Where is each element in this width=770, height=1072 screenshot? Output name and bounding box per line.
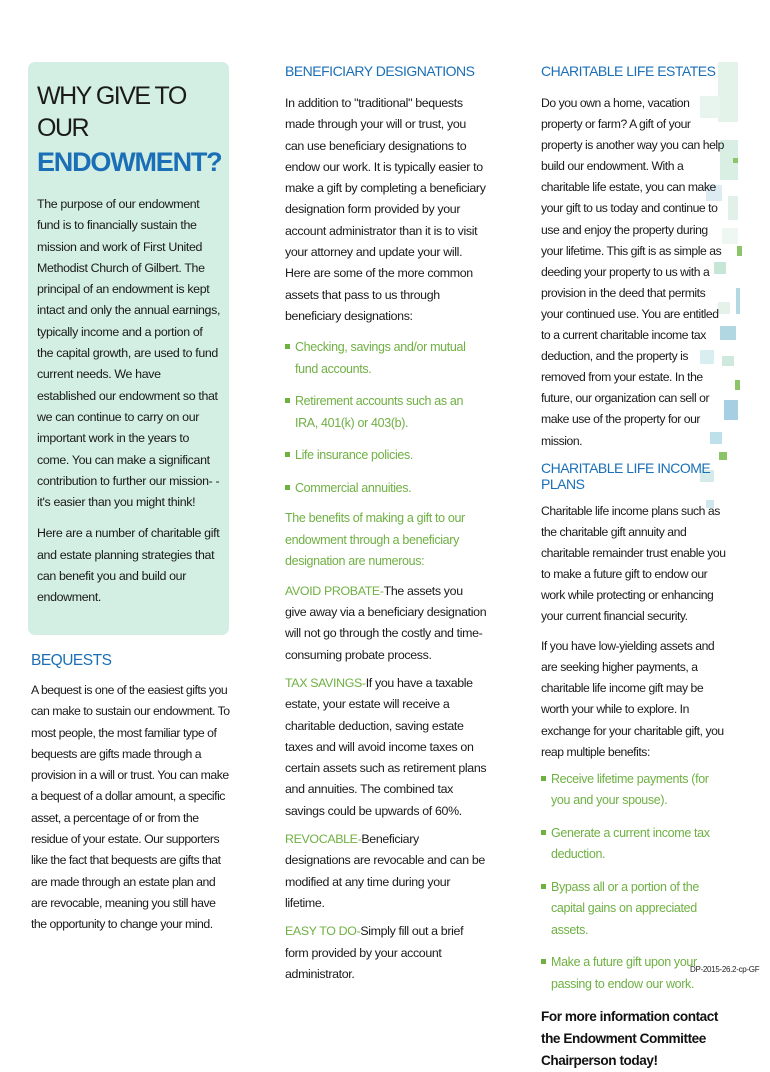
list-item: Receive lifetime payments (for you and your spouse).: [541, 769, 727, 812]
list-item: Commercial annuities.: [285, 478, 487, 500]
beneficiary-intro: In addition to "traditional" bequests made through your will or trust, you can use beneficiary designations to endow our work. It is typically easier to make a gift by completing a beneficiary designation form provided by your account administrator than it is to visit your attorney and update your will. Here are some of the more common assets that pass to us through beneficiary designations:: [285, 96, 486, 323]
beneficiary-section: [285, 63, 487, 992]
document-code: DP-2015-26.2-cp-GF: [690, 965, 760, 974]
charitable-life-income-paragraph: Charitable life income plans such as the charitable gift annuity and charitable remainder trust enable you to make a future gift to endow our work while protecting or enhancing your current financial security.: [541, 503, 726, 624]
charitable-life-estates-paragraph: Do you own a home, vacation property or farm? A gift of your property is another way you can help build our endowment. With a charitable life estate, you can make your gift to us today and continue to use and enjoy the property during your lifetime. This gift is as simple as deeding your property to us with a provision in the deed that permits your continued use. You are entitled to a current charitable income tax deduction, and the property is removed from your estate. In the future, our organization can sell or make use of the property for our mission.: [541, 96, 724, 448]
benefit-easy-to-do: EASY TO DO-Simply fill out a brief form provided by your account administrator.: [285, 924, 464, 981]
list-item: Bypass all or a portion of the capital gains on appreciated assets.: [541, 877, 727, 942]
list-item: Life insurance policies.: [285, 445, 487, 467]
beneficiary-title: BENEFICIARY DESIGNATIONS: [285, 63, 475, 79]
low-yielding-paragraph: If you have low-yielding assets and are seeking higher payments, a charitable life income gift may be worth your while to explore. In exchange for your charitable gift, you reap multiple benefits:: [541, 639, 724, 759]
list-item: Retirement accounts such as an IRA, 401(k) or 403(b).: [285, 391, 487, 434]
bequests-paragraph: A bequest is one of the easiest gifts you can make to sustain our endowment. To most people, the most familiar type of bequests are gifts made through a provision in a will or trust. You can make a bequest of a dollar amount, a specific asset, a percentage of or from the residue of your estate. Our supporters like the fact that bequests are gifts that are made through an estate plan and are revocable, meaning you still have the opportunity to change your mind.: [31, 683, 230, 932]
strategies-paragraph: Here are a number of charitable gift and estate planning strategies that can benefit you and build our endowment.: [37, 526, 220, 605]
benefits-intro: The benefits of making a gift to our endowment through a beneficiary designation are numerous:: [285, 511, 465, 569]
assets-list: [285, 337, 487, 499]
right-column: [541, 63, 727, 1072]
charitable-life-estates-title: CHARITABLE LIFE ESTATES: [541, 63, 716, 79]
bequests-title: BEQUESTS: [31, 652, 112, 669]
why-give-title: WHY GIVE TO OUR: [37, 82, 186, 142]
list-item: Checking, savings and/or mutual fund accounts.: [285, 337, 487, 380]
list-item: Make a future gift upon your passing to endow our work.: [541, 952, 727, 995]
contact-statement: For more information contact the Endowment Committee Chairperson today!: [541, 1009, 718, 1069]
list-item: Generate a current income tax deduction.: [541, 823, 727, 866]
endowment-title: ENDOWMENT?: [37, 147, 222, 177]
why-give-box: [28, 62, 229, 635]
benefit-avoid-probate: AVOID PROBATE-The assets you give away via a beneficiary designation will not go through the costly and time-consuming probate process.: [285, 583, 487, 662]
benefit-tax-savings: TAX SAVINGS-If you have a taxable estate, your estate will receive a charitable deduction, saving estate taxes and will avoid income taxes on certain assets such as retirement plans and annuities. The combined tax savings could be upwards of 60%.: [285, 675, 487, 818]
charitable-life-income-title: CHARITABLE LIFE INCOME PLANS: [541, 459, 711, 492]
benefit-revocable: REVOCABLE-Beneficiary designations are revocable and can be modified at any time during your lifetime.: [285, 832, 485, 910]
life-income-benefits-list: [541, 769, 727, 996]
why-give-paragraph: The purpose of our endowment fund is to financially sustain the mission and work of First United Methodist Church of Gilbert. The principal of an endowment is kept intact and only the annual earnings, typically income and a portion of the capital growth, are used to fund current needs. We have established our endowment so that we can continue to carry on our important work in the years to come. You can make a significant contribution to further our mission- - it's easier than you might think!: [37, 197, 221, 510]
bequests-section: [31, 652, 231, 936]
